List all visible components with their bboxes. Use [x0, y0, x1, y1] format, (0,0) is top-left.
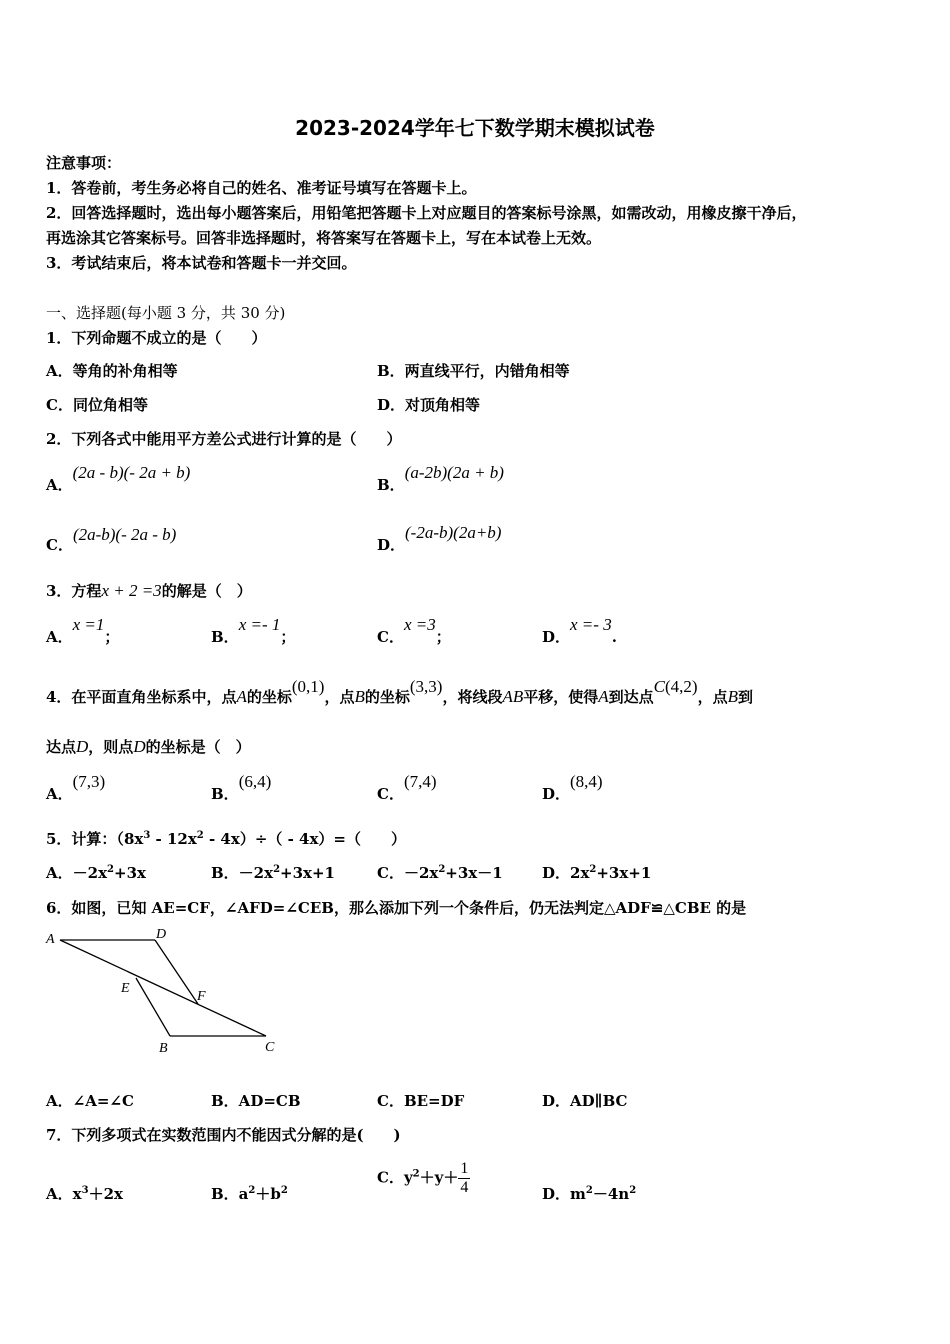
q7-option-a-post: ＋2x	[88, 1185, 123, 1203]
q6-option-c: C．BE=DF	[377, 1092, 465, 1110]
q3-equation: x + 2 =3	[101, 581, 162, 600]
q3-option-c-expr: x =3	[403, 615, 436, 634]
q1-stem: 1．下列命题不成立的是（ ）	[46, 329, 267, 347]
q4-text-7: 到达点	[608, 688, 654, 706]
q7-option-b-sup1: 2	[248, 1185, 256, 1196]
q3-stem-pre: 3．方程	[46, 582, 102, 600]
q4-text-9: 到	[737, 688, 753, 706]
q3-option-d-expr: x =- 3	[570, 615, 612, 634]
q5-option-d	[542, 862, 651, 883]
fig-label-e: E	[121, 981, 130, 996]
q4-option-d	[542, 772, 603, 804]
q4-text-11: ，则点	[88, 738, 134, 756]
q5-option-b-pre: B．－2x	[211, 864, 274, 882]
q4-option-c	[377, 772, 437, 804]
q1-option-a: A．等角的补角相等	[46, 362, 178, 380]
q5-stem	[46, 828, 406, 849]
q3-option-b	[211, 615, 296, 647]
q4-coord-b: (3,3)	[409, 677, 443, 696]
q3-stem	[46, 580, 252, 601]
q2-option-d-expr: (-2a-b)(2a+b)	[405, 523, 502, 542]
q4-stem-line2	[46, 736, 251, 757]
q4-option-c-label: C．	[377, 785, 404, 803]
q3-option-a-label: A．	[46, 628, 73, 646]
q4-text-6: 平移，使得	[523, 688, 599, 706]
q7-option-d-pre: D．m	[542, 1185, 586, 1203]
q5-sup-3: 3	[143, 830, 151, 841]
q7-fraction-numerator: 1	[460, 1160, 469, 1177]
q5-option-a-post: +3x	[114, 864, 146, 882]
q7-option-b	[211, 1183, 288, 1204]
fig-label-f: F	[197, 989, 206, 1004]
q2-option-a-label: A．	[46, 476, 73, 494]
q5-option-a	[46, 862, 146, 883]
q5-option-b-post: +3x+1	[280, 864, 335, 882]
q4-segment-ab: AB	[502, 687, 524, 706]
q3-sep-a: ；	[104, 628, 120, 646]
q2-option-c	[46, 525, 177, 555]
q2-option-a	[46, 463, 191, 495]
q4-text-2: 的坐标	[246, 688, 292, 706]
q5-stem-mid1: - 12x	[150, 830, 197, 848]
q4-point-a: A	[236, 687, 247, 706]
q7-option-a-sup: 3	[81, 1185, 89, 1196]
q4-point-b: B	[354, 687, 365, 706]
q3-sep-c: ；	[435, 628, 451, 646]
notice-item-2b: 再选涂其它答案标号。回答非选择题时，将答案写在答题卡上，写在本试卷上无效。	[46, 229, 602, 247]
q3-option-b-label: B．	[211, 628, 239, 646]
notice-item-3: 3．考试结束后，将本试卷和答题卡一并交回。	[46, 254, 357, 272]
q4-text-1: 4．在平面直角坐标系中，点	[46, 688, 237, 706]
q4-coord-c: (4,2)	[665, 677, 698, 696]
q1-option-b: B．两直线平行，内错角相等	[377, 362, 570, 380]
q4-point-b-2: B	[727, 687, 738, 706]
q4-option-b	[211, 772, 272, 804]
notice-heading: 注意事项：	[46, 154, 122, 172]
q2-stem: 2．下列各式中能用平方差公式进行计算的是（ ）	[46, 430, 402, 448]
q7-option-d-sup2: 2	[629, 1185, 637, 1196]
q5-option-c-sup: 2	[438, 864, 446, 875]
q7-option-d	[542, 1183, 636, 1204]
q4-option-c-expr: (7,4)	[403, 772, 437, 791]
q4-stem-line1	[46, 677, 753, 707]
q3-option-c-label: C．	[377, 628, 404, 646]
q4-text-4: 的坐标	[364, 688, 410, 706]
page-title: 2023-2024学年七下数学期末模拟试卷	[295, 116, 655, 140]
q5-option-d-sup: 2	[589, 864, 597, 875]
q4-point-a-2: A	[598, 687, 609, 706]
q3-end: .	[611, 628, 617, 646]
fig-label-c: C	[265, 1040, 275, 1055]
q2-option-b	[377, 463, 504, 495]
q6-option-b: B．AD=CB	[211, 1092, 301, 1110]
section-heading: 一、选择题(每小题 3 分，共 30 分)	[46, 304, 286, 322]
q4-text-3: ，点	[324, 688, 355, 706]
q5-option-a-sup: 2	[107, 864, 114, 875]
q6-option-d: D．AD∥BC	[542, 1092, 628, 1110]
q3-stem-post: 的解是（ ）	[161, 582, 252, 600]
q3-option-a-expr: x =1	[72, 615, 105, 634]
q5-sup-2: 2	[196, 830, 204, 841]
q4-point-c: C	[653, 677, 665, 696]
q7-option-a	[46, 1183, 123, 1204]
q2-option-b-label: B．	[377, 476, 405, 494]
q7-option-b-sup2: 2	[280, 1185, 288, 1196]
q3-option-d	[542, 615, 617, 647]
q3-option-d-label: D．	[542, 628, 571, 646]
q7-option-b-pre: B．a	[211, 1185, 249, 1203]
q5-stem-pre: 5．计算：（8x	[46, 830, 144, 848]
q4-option-d-expr: (8,4)	[570, 772, 603, 791]
q4-text-8: ，点	[697, 688, 728, 706]
q1-option-d: D．对顶角相等	[377, 396, 481, 414]
q7-stem: 7．下列多项式在实数范围内不能因式分解的是( )	[46, 1126, 401, 1144]
q3-sep-b: ；	[280, 628, 296, 646]
q2-option-c-expr: (2a-b)(- 2a - b)	[72, 525, 177, 544]
q7-option-c-pre: C．y	[377, 1168, 413, 1187]
q7-option-d-sup1: 2	[585, 1185, 593, 1196]
q4-option-a-label: A．	[46, 785, 73, 803]
q7-option-c-sup: 2	[412, 1168, 420, 1180]
fig-line-ac	[60, 940, 266, 1036]
q2-option-d	[377, 523, 502, 555]
q4-option-a-expr: (7,3)	[72, 772, 106, 791]
q4-coord-a: (0,1)	[291, 677, 325, 696]
q4-option-d-label: D．	[542, 785, 571, 803]
q4-text-10: 达点	[46, 738, 77, 756]
fig-label-b: B	[159, 1041, 168, 1056]
q5-option-b-sup: 2	[273, 864, 281, 875]
q6-option-a: A．∠A=∠C	[46, 1092, 134, 1110]
q4-point-d-2: D	[133, 737, 146, 756]
q7-option-b-mid: ＋b	[255, 1185, 281, 1203]
q4-text-12: 的坐标是（ ）	[145, 738, 251, 756]
q7-fraction-denominator: 4	[460, 1179, 469, 1196]
q3-option-c	[377, 615, 451, 647]
notice-item-1: 1．答卷前，考生务必将自己的姓名、准考证号填写在答题卡上。	[46, 179, 477, 197]
q4-option-a	[46, 772, 106, 804]
q7-option-c-mid: ＋y＋	[419, 1168, 459, 1187]
q3-option-a	[46, 615, 120, 647]
q2-option-d-label: D．	[377, 536, 406, 554]
q4-point-d: D	[76, 737, 89, 756]
fig-label-a: A	[46, 932, 55, 947]
q5-option-c	[377, 862, 503, 883]
q5-option-a-pre: A．－2x	[46, 864, 108, 882]
q5-option-c-post: +3x－1	[445, 864, 503, 882]
q5-option-c-pre: C．－2x	[377, 864, 439, 882]
q7-option-c-fraction	[458, 1160, 470, 1197]
q7-option-d-mid: －4n	[592, 1185, 630, 1203]
q3-option-b-expr: x =- 1	[238, 615, 281, 634]
fig-line-eb	[136, 978, 170, 1036]
q2-option-c-label: C．	[46, 536, 73, 554]
q2-option-b-expr: (a-2b)(2a + b)	[404, 463, 504, 482]
q4-option-b-expr: (6,4)	[238, 772, 272, 791]
notice-item-2a: 2．回答选择题时，选出每小题答案后，用铅笔把答题卡上对应题目的答案标号涂黑，如需改动，用橡皮擦干净后，	[46, 204, 807, 222]
fig-label-d: D	[156, 927, 167, 942]
q4-option-b-label: B．	[211, 785, 239, 803]
q5-stem-mid2: - 4x）÷（ - 4x）=（ ）	[203, 830, 407, 848]
q7-option-a-pre: A．x	[46, 1185, 82, 1203]
q4-text-5: ，将线段	[442, 688, 503, 706]
q5-option-d-pre: D．2x	[542, 864, 590, 882]
q1-option-c: C．同位角相等	[46, 396, 148, 414]
q6-stem: 6．如图，已知 AE=CF，∠AFD=∠CEB，那么添加下列一个条件后，仍无法判定△ADF≌△CBE 的是	[46, 899, 747, 917]
q2-option-a-expr: (2a - b)(- 2a + b)	[72, 463, 191, 482]
q5-option-b	[211, 862, 335, 883]
q7-option-c	[377, 1160, 470, 1197]
q5-option-d-post: +3x+1	[596, 864, 652, 882]
q6-figure	[44, 925, 289, 1065]
